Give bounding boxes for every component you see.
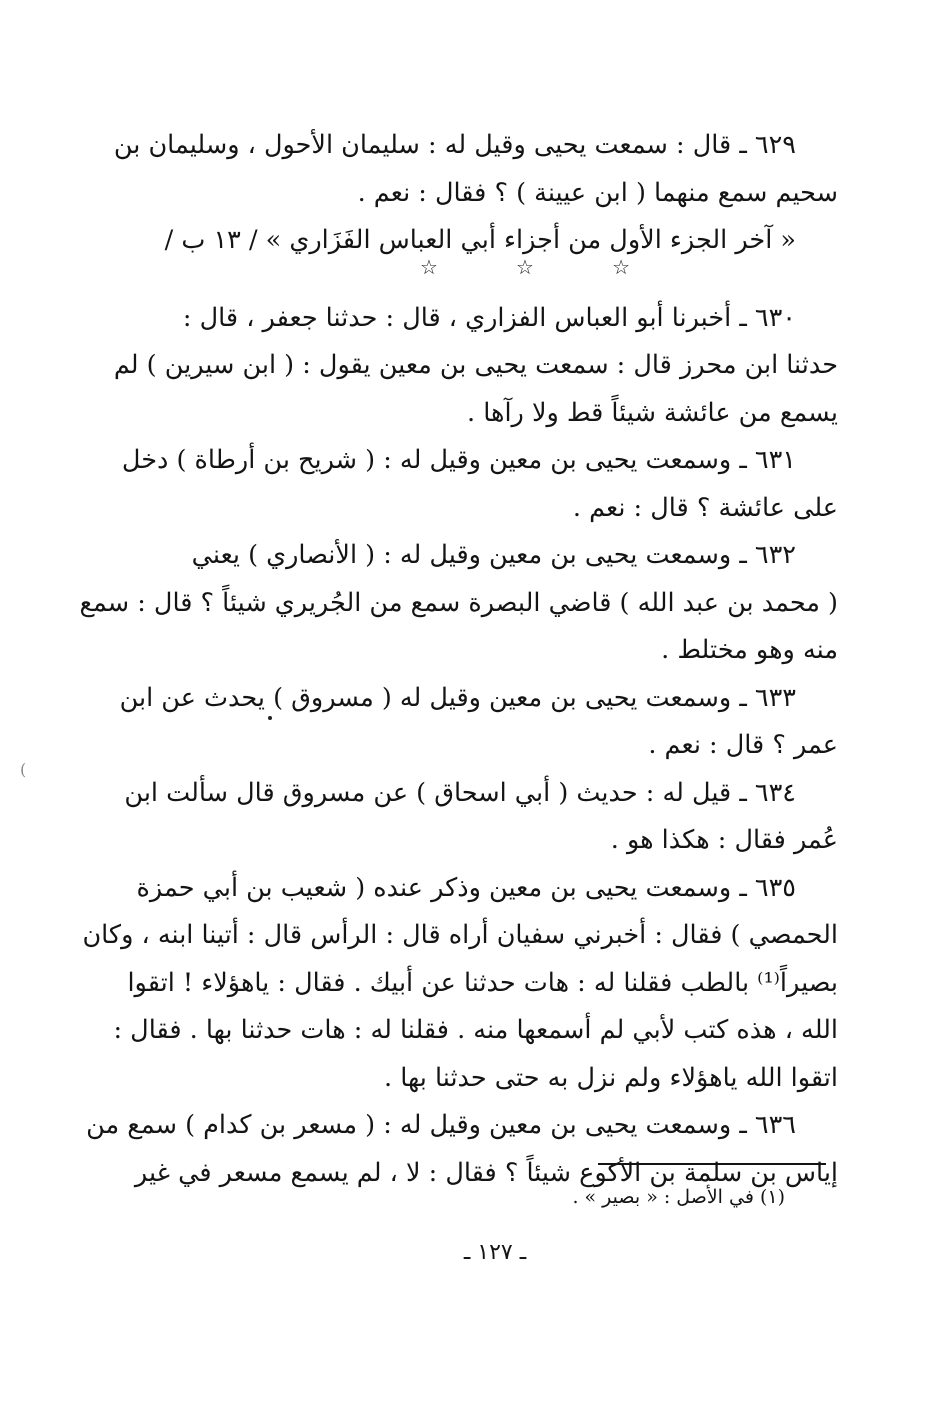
star-icon: ☆ <box>612 255 630 279</box>
text-line: يسمع من عائشة شيئاً قط ولا رآها . <box>467 397 838 428</box>
text-line: ٦٣٤ ـ قيل له : حديث ( أبي اسحاق ) عن مسروق قال سألت ابن <box>124 777 796 808</box>
text-line: ( محمد بن عبد الله ) قاضي البصرة سمع من الجُريري شيئاً ؟ قال : سمع <box>79 587 838 618</box>
text-line: ٦٢٩ ـ قال : سمعت يحيى وقيل له : سليمان الأحول ، وسليمان بن <box>113 130 796 160</box>
text-line: بصيراً⁽¹⁾ بالطب فقلنا له : هات حدثنا عن أبيك . فقال : ياهؤلاء ! اتقوا <box>127 967 838 998</box>
star-icon: ☆ <box>420 255 438 279</box>
text-line: سحيم سمع منهما ( ابن عيينة ) ؟ فقال : نعم . <box>357 177 838 208</box>
text-line: عُمر فقال : هكذا هو . <box>610 825 838 855</box>
text-line: ٦٣٠ ـ أخبرنا أبو العباس الفزاري ، قال : حدثنا جعفر ، قال : <box>182 302 796 333</box>
page-number: ـ ١٢٧ ـ <box>463 1240 527 1265</box>
ink-dot <box>268 716 272 720</box>
text-line: ٦٣٦ ـ وسمعت يحيى بن معين وقيل له : ( مسعر بن كدام ) سمع من <box>86 1110 796 1140</box>
text-line: ٦٣١ ـ وسمعت يحيى بن معين وقيل له : ( شريح بن أرطاة ) دخل <box>121 445 796 475</box>
footnote: (١) في الأصل : « بصير » . <box>572 1186 785 1208</box>
footnote-divider <box>598 1163 826 1165</box>
text-line: على عائشة ؟ قال : نعم . <box>572 492 838 523</box>
text-line: « آخر الجزء الأول من أجزاء أبي العباس الفَزَاري » / ١٣ ب / <box>164 225 796 255</box>
text-line: ٦٣٢ ـ وسمعت يحيى بن معين وقيل له : ( الأنصاري ) يعني <box>191 540 796 570</box>
star-icon: ☆ <box>516 255 534 279</box>
margin-bracket: ( <box>20 760 27 779</box>
text-line: إياس بن سلمة بن الأكوع شيئاً ؟ فقال : لا ، لم يسمع مسعر في غير <box>134 1157 838 1188</box>
text-line: الله ، هذه كتب لأبي لم أسمعها منه . فقلنا له : هات حدثنا بها . فقال : <box>113 1015 838 1045</box>
main-text <box>79 122 838 1197</box>
text-line: ٦٣٣ ـ وسمعت يحيى بن معين وقيل له ( مسروق ) يحدث عن ابن <box>119 682 796 713</box>
star-separator <box>420 255 630 283</box>
text-line: عمر ؟ قال : نعم . <box>648 730 838 760</box>
text-line: حدثنا ابن محرز قال : سمعت يحيى بن معين يقول : ( ابن سيرين ) لم <box>113 350 838 380</box>
text-line: الحمصي ) فقال : أخبرني سفيان أراه قال : الرأس قال : أتينا ابنه ، وكان <box>82 920 838 950</box>
text-line: منه وهو مختلط . <box>661 635 838 665</box>
text-line: ٦٣٥ ـ وسمعت يحيى بن معين وذكر عنده ( شعيب بن أبي حمزة <box>136 872 796 903</box>
text-line: اتقوا الله ياهؤلاء ولم نزل به حتى حدثنا بها . <box>384 1062 838 1093</box>
